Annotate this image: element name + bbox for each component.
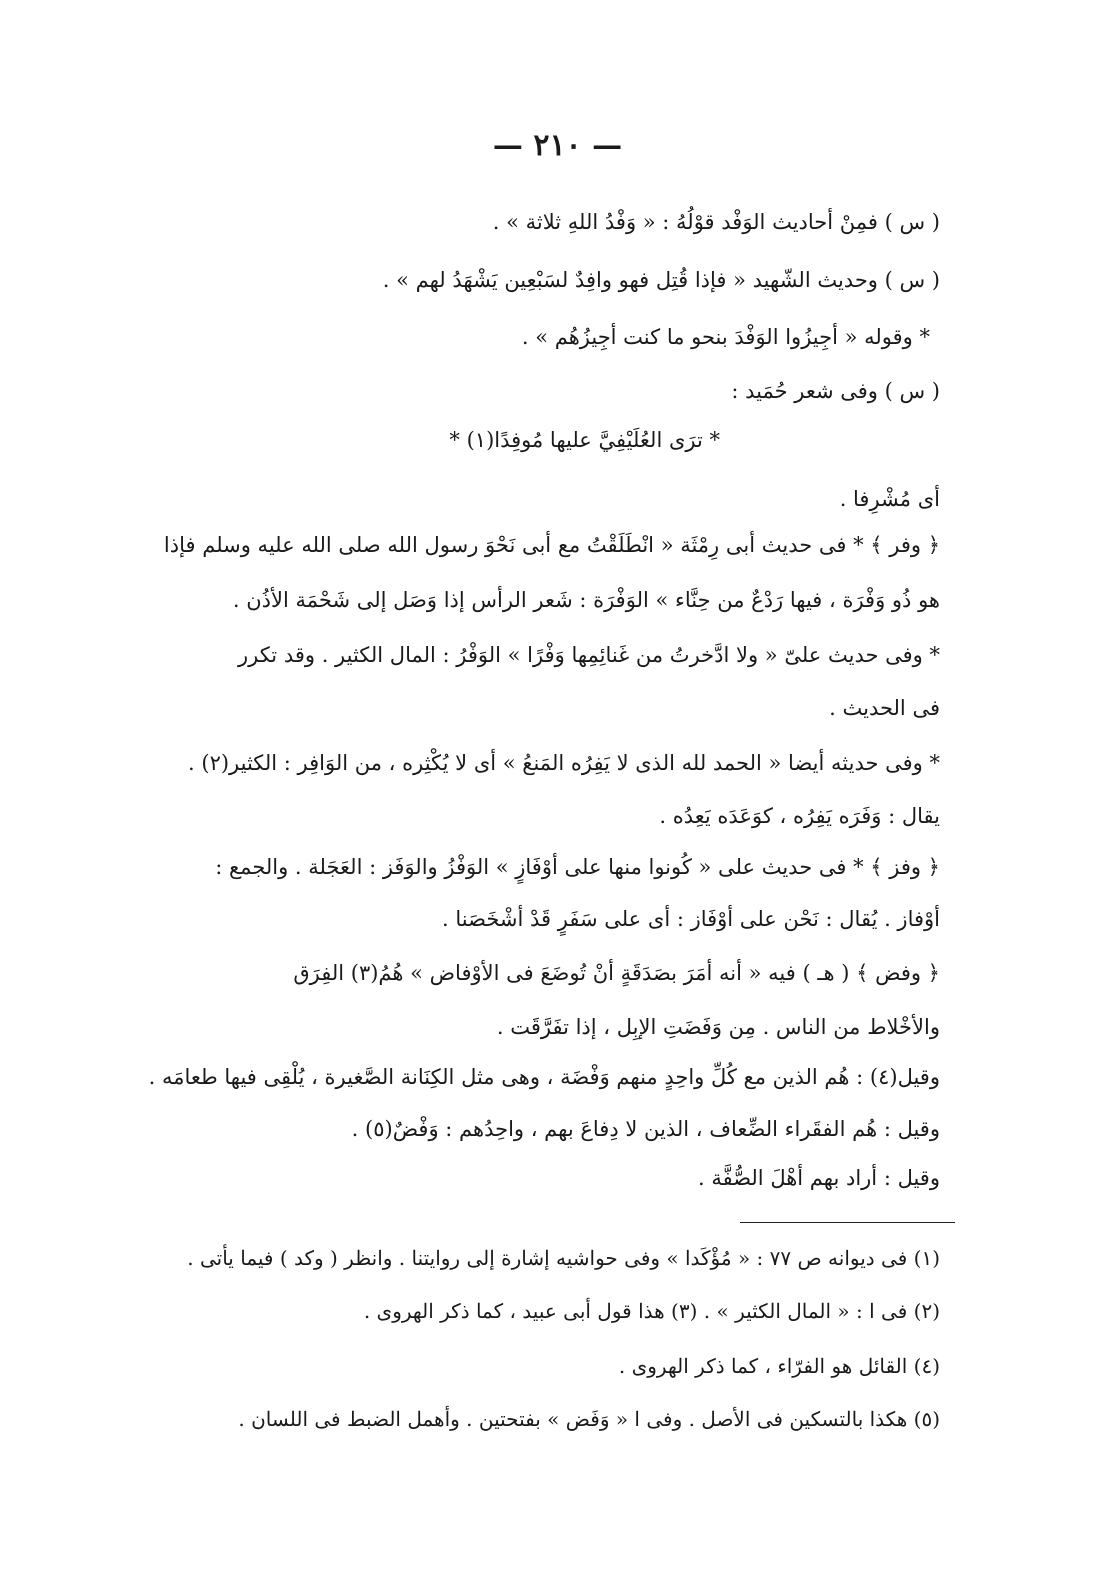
entry-wafz-line-1: ﴿ وفز ﴾ * فى حديث على « كُونوا منها على أوْفَازٍ » الوَفْزُ والوَفَز : العَجَلة . والجمع : [215,855,940,879]
page-number: — ٢١٠ — [492,128,623,163]
footnote-4: (٤) القائل هو الفرّاء ، كما ذكر الهروى . [618,1354,940,1378]
entry-wafd-line-4: وقيل : هُم الفقَراء الضِّعاف ، الذين لا دِفاعَ بهم ، واحِدُهم : وَفْضٌ(٥) . [351,1117,940,1141]
footnote-2-3: (٢) فى ا : « المال الكثير » . (٣) هذا قول أبى عبيد ، كما ذكر الهروى . [363,1299,940,1323]
entry-wafr-line-6: يقال : وَفَرَه يَفِرُه ، كوَعَدَه يَعِدُه . [659,804,940,828]
text-line-4: ( س ) وفى شعر حُمَيد : [731,379,940,403]
entry-wafr-line-5: * وفى حديثه أيضا « الحمد لله الذى لا يَفِرُه المَنعُ » أى لا يُكْثِره ، من الوَافِر : الكثير(٢) . [188,751,940,775]
text-line-2: ( س ) وحديث الشّهيد « فإذا قُتِل فهو وافِدٌ لسَبْعِين يَشْهَدُ لهم » . [382,268,940,292]
entry-wafr-line-3: * وفى حديث علىّ « ولا ادَّخرتُ من غَنائِمِها وَفْرًا » الوَفْرُ : المال الكثير . وقد تكرر [237,643,940,667]
footnote-1: (١) فى ديوانه ص ٧٧ : « مُؤْكَدا » وفى حواشيه إشارة إلى روايتنا . وانظر ( وكد ) فيما يأتى . [187,1246,940,1270]
entry-wafr-line-4: فى الحديث . [829,696,940,720]
entry-wafr-line-2: هو ذُو وَفْرَة ، فيها رَدْعٌ من حِنَّاء » الوَفْرَة : شَعر الرأس إذا وَصَل إلى شَحْمَة الأذُن . [232,588,940,612]
entry-wafd-line-2: والأخْلاط من الناس . مِن وَفَضَتِ الإبِل ، إذا تفَرَّقَت . [496,1015,940,1039]
text-line-6: أى مُشْرِفا . [839,487,940,511]
footnote-divider [740,1222,955,1223]
text-line-1: ( س ) فمِنْ أحاديث الوَفْد قوْلُهُ : « وَفْدُ اللهِ ثلاثة » . [492,210,940,234]
entry-wafd-line-3: وقيل(٤) : هُم الذين مع كُلِّ واحِدٍ منهم وَفْضَة ، وهى مثل الكِنَانة الصَّغيرة ، يُلْقِى فيها طعامَه . [148,1065,940,1089]
entry-wafz-line-2: أوْفاز . يُقال : نَحْن على أوْفَاز : أى على سَفَرٍ قَدْ أشْخَصَنا . [442,907,940,931]
verse-line: * ترَى العُلَيْفِيَّ عليها مُوفِدًا(١) * [449,428,720,452]
entry-wafd-line-5: وقيل : أراد بهم أهْلَ الصُّفَّة . [697,1166,940,1190]
text-line-3: * وقوله « أجِيزُوا الوَفْدَ بنحو ما كنت أجِيزُهُم » . [521,325,930,349]
entry-wafr-line-1: ﴿ وفر ﴾ * فى حديث أبى رِمْثَة « انْطَلَقْتُ مع أبى نَحْوَ رسول الله صلى الله عليه وسلم فإذا [163,533,940,557]
entry-wafd-line-1: ﴿ وفض ﴾ ( هـ ) فيه « أنه أمَرَ بصَدَقَةٍ أنْ تُوضَعَ فى الأوْفاض » هُمُ(٣) الفِرَق [293,961,940,985]
footnote-5: (٥) هكذا بالتسكين فى الأصل . وفى ا « وَفَض » بفتحتين . وأهمل الضبط فى اللسان . [238,1407,940,1431]
